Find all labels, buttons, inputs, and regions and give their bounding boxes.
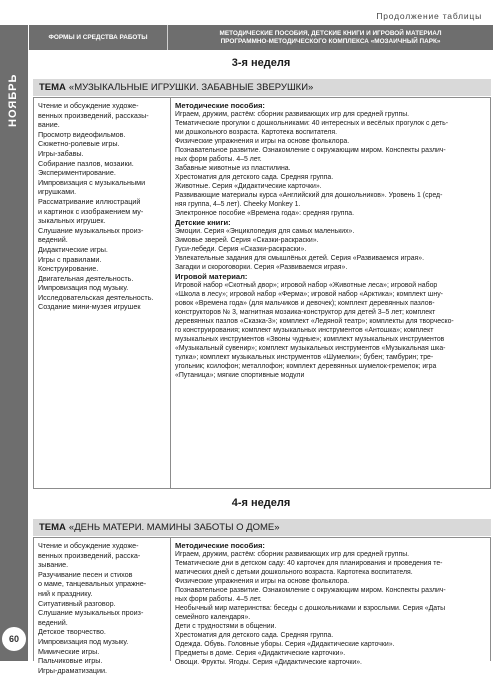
header-materials	[168, 25, 493, 50]
week4-metod-line: Тематические дни в детском саду: 40 карточек для планирования и проведения те-	[175, 560, 443, 567]
week3-game-line: го конструирования; комплект музыкальных инструментов «Антошка»; комплект	[175, 327, 434, 334]
week3-game-line: деревянных пазлов «Сказка-3»; комплект «Ледяной театр»; комплекты для творческо-	[175, 318, 454, 325]
week3-game-list	[175, 281, 487, 380]
week3-metod-line: Электронное пособие «Времена года»: средняя группа.	[175, 210, 354, 217]
week4-title: 4-я неделя	[231, 497, 291, 509]
week3-theme-label: ТЕМА	[39, 82, 66, 93]
week4-metod-line: Предметы в доме. Серия «Дидактические карточки».	[175, 650, 346, 657]
week3-theme	[33, 79, 491, 96]
week4-metod-line: ных форм работы. 4–5 лет.	[175, 596, 262, 603]
week3-forms-line: Создание мини-музея игрушек	[38, 302, 141, 312]
week4-metod-line: Физические упражнения и игры на основе фольклора.	[175, 578, 350, 585]
week4-theme-text: «ДЕНЬ МАТЕРИ. МАМИНЫ ЗАБОТЫ О ДОМЕ»	[68, 522, 280, 533]
column-divider	[170, 538, 171, 661]
week4-theme	[33, 519, 491, 536]
week3-metod-line: ми дошкольного возраста. Картотека воспитателя.	[175, 129, 338, 136]
week3-book-line: Зимовье зверей. Серия «Сказки-раскраски».	[175, 237, 319, 244]
header-forms: ФОРМЫ И СРЕДСТВА РАБОТЫ	[29, 25, 168, 50]
week4-forms-line: Импровизация под музыку.	[38, 636, 129, 646]
week3-game-line: угольник; ксилофон; металлофон; комплект деревянных шумелок-гремелок; игра	[175, 363, 437, 370]
week4-forms-line: зывание.	[38, 560, 69, 570]
week3-forms-line: Экспериментирование.	[38, 168, 116, 178]
week3-forms-line: Сюжетно-ролевые игры.	[38, 139, 120, 149]
week3-forms	[38, 101, 168, 312]
week3-title: 3-я неделя	[231, 57, 291, 69]
week4-forms-line: Пальчиковые игры.	[38, 656, 103, 666]
week3-metod-line: Развивающие материалы курса «Английский для дошкольников». Уровень 1 (сред-	[175, 192, 443, 199]
week3-metod-line: ных форм работы. 4–5 лет.	[175, 156, 262, 163]
week3-forms-line: и картинок с изображением му-	[38, 206, 144, 216]
week3-forms-line: Дидактические игры.	[38, 244, 108, 254]
week3-forms-line: Исследовательская деятельность.	[38, 292, 154, 302]
week3-materials	[175, 101, 487, 380]
column-divider	[170, 98, 171, 488]
week3-game-line: «Музыкальный сувенир»; комплект музыкальных инструментов «Музыкальная шка-	[175, 345, 446, 352]
week3-metod-list	[175, 110, 487, 218]
week3-game-title: Игровой материал:	[175, 272, 248, 281]
week3-forms-line: Импровизация с музыкальными	[38, 177, 146, 187]
week3-game-line: «Школа в лесу»; игровой набор «Ферма»; игровой набор «Арктика»; комплект шну-	[175, 291, 443, 298]
week3-book-line: Загадки и скороговорки. Серия «Развиваемся играя».	[175, 264, 348, 271]
week3-forms-line: Слушание музыкальных произ-	[38, 225, 144, 235]
week3-game-line: музыкальных инструментов «Звоны чудные»; комплект музыкальных инструментов	[175, 336, 445, 343]
week4-theme-label: ТЕМА	[39, 522, 66, 533]
header-materials-line1: МЕТОДИЧЕСКИЕ ПОСОБИЯ, ДЕТСКИЕ КНИГИ И ИГРОВОЙ МАТЕРИАЛ	[219, 29, 442, 37]
table-header	[29, 25, 493, 50]
week3-game-line: конструкторов № 3, магнитная мозаика-конструктор для детей 3–5 лет; комплект	[175, 309, 436, 316]
week3-forms-line: Конструирование.	[38, 264, 99, 274]
week3-forms-line: Импровизация под музыку.	[38, 283, 129, 293]
week3-metod-line: Играем, дружим, растём: сборник развивающих игр для средней группы.	[175, 111, 410, 118]
week3-game-line: Игровой набор «Скотный двор»; игровой набор «Животные леса»; игровой набор	[175, 282, 438, 289]
continuation-note: Продолжение таблицы	[376, 11, 482, 21]
week3-forms-line: Собирание пазлов, мозаики.	[38, 158, 134, 168]
week4-forms-line: венных произведений, расска-	[38, 550, 141, 560]
week4-metod-line: Познавательное развитие. Ознакомление с окружающим миром. Конспекты различ-	[175, 587, 446, 594]
week3-game-line: «Путаница»; мягкие спортивные модули	[175, 372, 305, 379]
week4-metod-title: Методические пособия:	[175, 541, 265, 550]
week4-metod-line: Дети с трудностями в общении.	[175, 623, 277, 630]
week3-game-line: тулка»; комплект музыкальных инструментов «Шумелки»; бубен; тамбурин; тре-	[175, 354, 434, 361]
week4-metod-line: Играем, дружим, растём: сборник развивающих игр для средней группы.	[175, 551, 410, 558]
week4-forms-line: Игры-драматизации.	[38, 665, 108, 675]
week3-forms-line: Чтение и обсуждение художе-	[38, 101, 139, 110]
week3-forms-line: Двигательная деятельность.	[38, 273, 134, 283]
week3-book-line: Эмоции. Серия «Энциклопедия для самых маленьких».	[175, 228, 355, 235]
week4-materials	[175, 541, 487, 667]
week4-metod-line: Хрестоматия для детского сада. Средняя группа.	[175, 632, 334, 639]
header-materials-line2: ПРОГРАММНО-МЕТОДИЧЕСКОГО КОМПЛЕКСА «МОЗАИЧНЫЙ ПАРК»	[220, 37, 441, 45]
week3-forms-line: вание.	[38, 120, 60, 130]
page-number: 60	[2, 627, 26, 651]
week3-metod-line: Животные. Серия «Дидактические карточки».	[175, 183, 322, 190]
week3-game-line: ровок «Времена года» (для мальчиков и девочек); комплект деревянных пазлов-	[175, 300, 435, 307]
week3-metod-line: няя группа, 4–5 лет). Cheeky Monkey 1.	[175, 201, 301, 208]
week4-forms-line: Мимические игры.	[38, 646, 100, 656]
week4-metod-line: Одежда. Обувь. Головные уборы. Серия «Дидактические карточки».	[175, 641, 395, 648]
table	[29, 25, 493, 675]
week3-book-line: Увлекательные задания для смышлёных детей. Серия «Развиваемся играя».	[175, 255, 425, 262]
week3-forms-line: ведений.	[38, 235, 68, 245]
week4-metod-line: семейного календаря».	[175, 614, 251, 621]
week3-forms-line: Просмотр видеофильмов.	[38, 129, 126, 139]
week3-book-line: Гуси-лебеди. Серия «Сказки-раскраски».	[175, 246, 307, 253]
week4-metod-list	[175, 550, 487, 667]
week3-forms-line: Рассматривание иллюстраций	[38, 196, 141, 206]
week4-forms-line: Разучивание песен и стихов	[38, 569, 133, 579]
week3-metod-line: Забавные животные из пластилина.	[175, 165, 291, 172]
week4-metod-line: Овощи. Фрукты. Ягоды. Серия «Дидактические карточки».	[175, 659, 362, 666]
week4-forms-line: Детское творчество.	[38, 627, 106, 637]
week3-metod-line: Физические упражнения и игры на основе фольклора.	[175, 138, 350, 145]
week3-forms-line: игрушками.	[38, 187, 77, 197]
week4-forms-line: о маме, танцевальных упражне-	[38, 579, 147, 589]
week4-metod-line: матических дней с детьми дошкольного возраста. Картотека воспитателя.	[175, 569, 413, 576]
week3-block	[33, 97, 491, 489]
week4-forms-line: Ситуативный разговор.	[38, 598, 116, 608]
week4-forms	[38, 541, 168, 675]
week3-metod-line: Тематические прогулки с дошкольниками: 40 интересных и весёлых прогулок с деть-	[175, 120, 448, 127]
week4-forms-line: ведений.	[38, 617, 68, 627]
month-label: НОЯБРЬ	[7, 73, 19, 127]
week4-metod-line: Необычный мир материнства: беседы с дошкольниками и взрослыми. Серия «Даты	[175, 605, 446, 612]
week3-metod-title: Методические пособия:	[175, 101, 265, 110]
week4-forms-line: Чтение и обсуждение художе-	[38, 541, 139, 550]
week3-forms-line: зыкальных игрушек.	[38, 216, 106, 226]
week3-metod-line: Познавательное развитие. Ознакомление с окружающим миром. Конспекты различ-	[175, 147, 446, 154]
week3-theme-text: «МУЗЫКАЛЬНЫЕ ИГРУШКИ. ЗАБАВНЫЕ ЗВЕРУШКИ»	[68, 82, 314, 93]
month-sidebar	[0, 25, 28, 661]
week3-forms-line: венных произведений, рассказы-	[38, 110, 149, 120]
week3-books-list	[175, 227, 487, 272]
week3-forms-line: Игры с правилами.	[38, 254, 102, 264]
week4-forms-line: Слушание музыкальных произ-	[38, 608, 144, 618]
week4-forms-line: ний к празднику.	[38, 588, 93, 598]
week3-forms-line: Игры-забавы.	[38, 148, 84, 158]
week4-block	[33, 537, 491, 675]
week3-metod-line: Хрестоматия для детского сада. Средняя группа.	[175, 174, 334, 181]
week3-books-title: Детские книги:	[175, 218, 231, 227]
